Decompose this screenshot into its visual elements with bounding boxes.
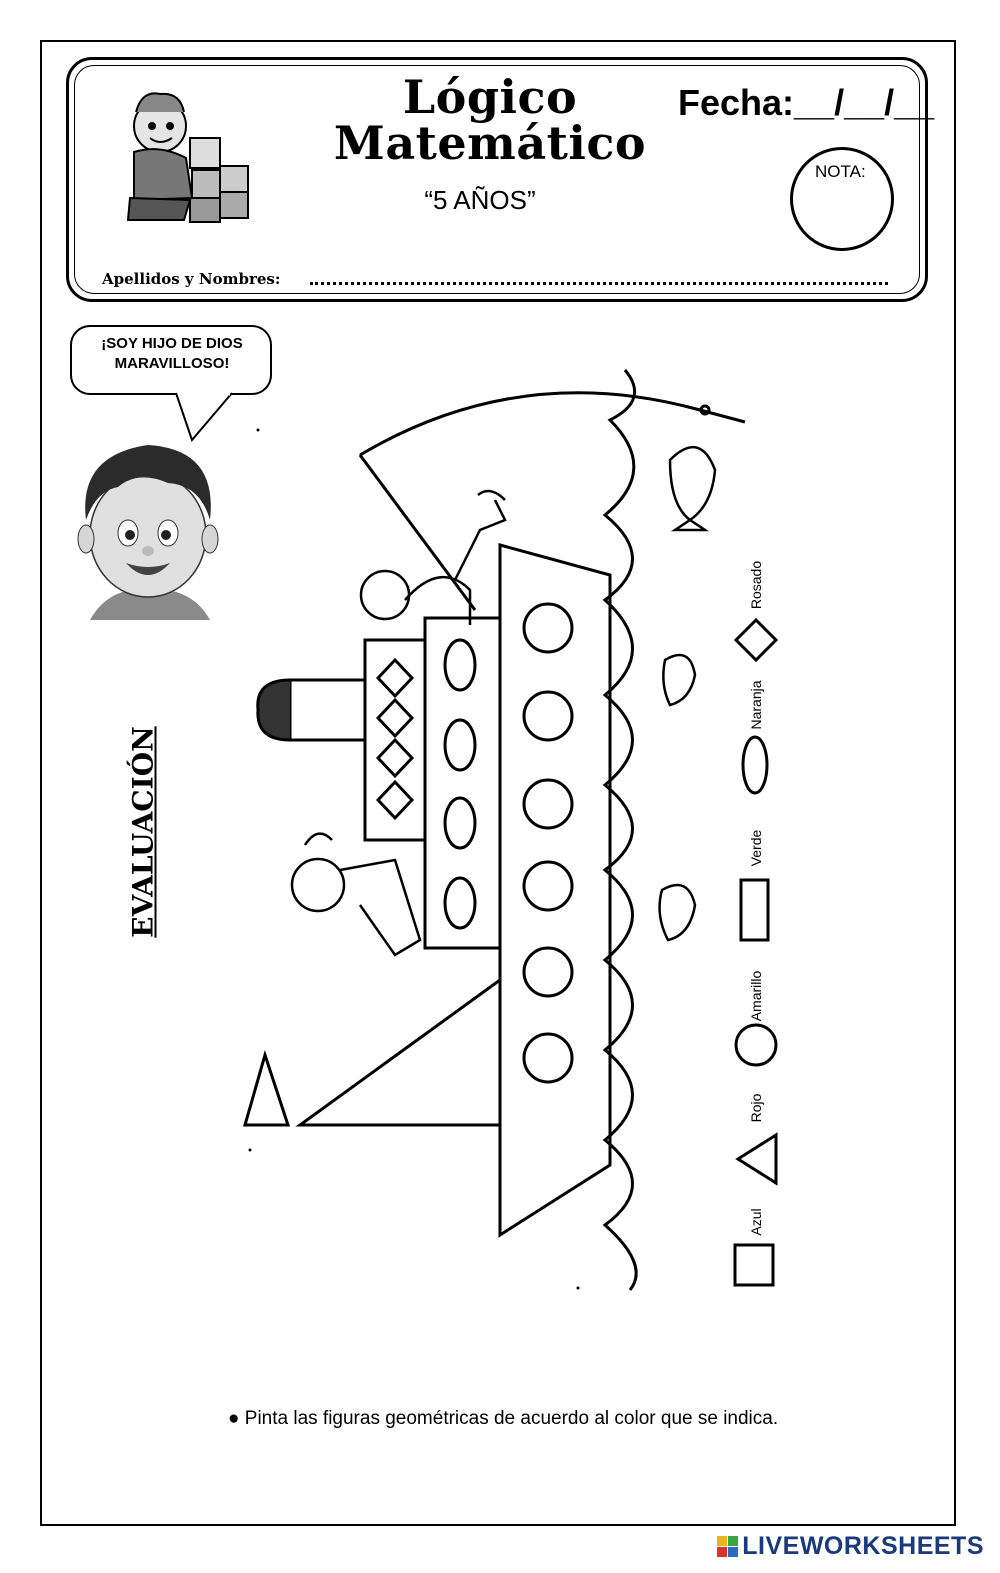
date-field[interactable]: Fecha:__/__/__ [678, 82, 935, 123]
bullet-icon: ● [228, 1408, 240, 1429]
legend-circle [736, 1025, 776, 1065]
legend-label-azul: Azul [748, 1208, 764, 1236]
speech-line-1: ¡SOY HIJO DE DIOS [101, 335, 243, 352]
title-line-2: Matemático [333, 116, 647, 170]
legend-label-rojo: Rojo [748, 1093, 764, 1123]
legend-label-naranja: Naranja [748, 680, 764, 730]
grade-label: NOTA: [815, 162, 866, 181]
legend-rectangle [741, 880, 768, 940]
speech-line-2: MARAVILLOSO! [114, 355, 230, 372]
legend-label-rosado: Rosado [748, 560, 764, 610]
instruction-text [228, 1408, 778, 1430]
brand-name: LIVEWORKSHEETS [742, 1532, 984, 1560]
liveworksheets-icon [717, 1536, 738, 1557]
age-subtitle: “5 AÑOS” [424, 185, 536, 215]
legend-label-amarillo: Amarillo [748, 970, 764, 1022]
legend-square [735, 1245, 773, 1285]
legend-oval [743, 737, 767, 793]
legend-label-verde: Verde [748, 829, 764, 867]
legend-triangle [738, 1135, 776, 1183]
legend-rhombus [736, 620, 776, 660]
brand-logo[interactable] [717, 1532, 984, 1561]
instruction-label: Pinta las figuras geométricas de acuerdo al color que se indica. [244, 1408, 779, 1429]
evaluation-label: EVALUACIÓN [126, 726, 160, 938]
title-line-1: Lógico [402, 70, 578, 124]
names-label: Apellidos y Nombres: [102, 270, 281, 288]
